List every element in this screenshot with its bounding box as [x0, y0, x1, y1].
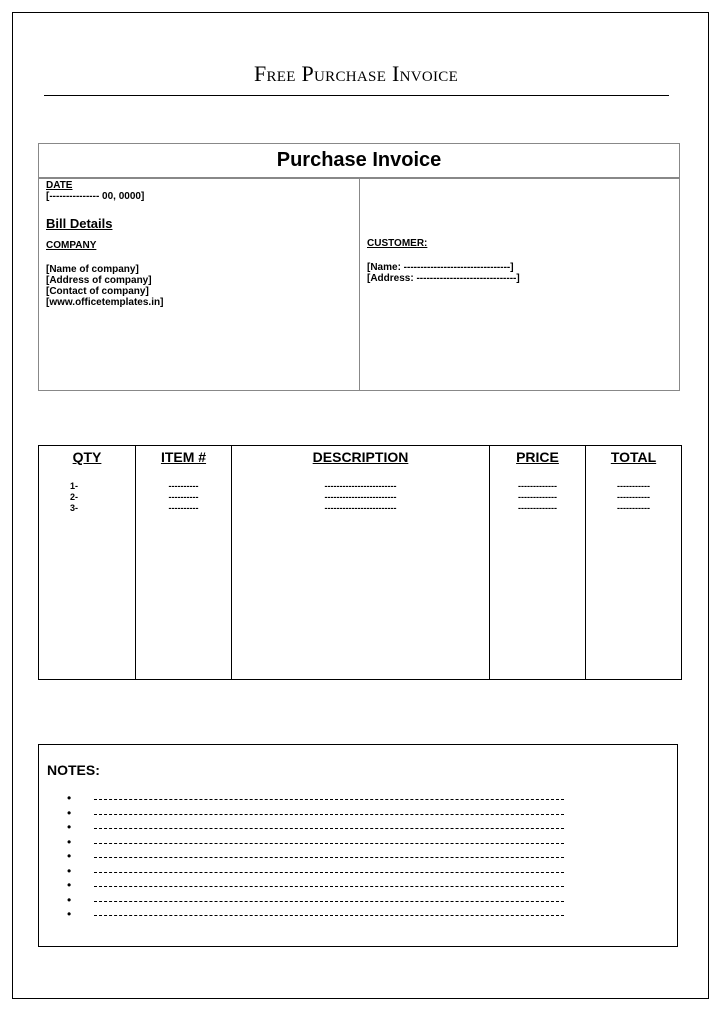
qty-column — [39, 446, 136, 679]
company-address: [Address of company] — [46, 275, 152, 286]
customer-name: [Name: --------------------------------] — [367, 262, 514, 273]
dashed-line — [94, 799, 564, 800]
company-website: [www.officetemplates.in] — [46, 297, 164, 308]
bullet-icon: • — [67, 849, 72, 863]
company-contact: [Contact of company] — [46, 286, 149, 297]
bullet-icon: • — [67, 820, 72, 834]
description-header: DESCRIPTION — [312, 449, 409, 465]
seller-column — [46, 180, 346, 308]
description-column — [232, 446, 490, 679]
description-cell: ------------------------ — [324, 481, 397, 491]
bullet-icon: • — [67, 878, 72, 892]
price-cell: ------------- — [518, 481, 557, 491]
customer-address: [Address: ------------------------------] — [367, 273, 520, 284]
total-column — [586, 446, 681, 679]
price-column — [490, 446, 586, 679]
company-label: COMPANY — [46, 240, 97, 251]
item-column — [136, 446, 232, 679]
company-details — [46, 264, 346, 308]
item-cell: ---------- — [168, 503, 199, 513]
bullet-icon: • — [67, 834, 72, 849]
dashed-line — [94, 901, 564, 902]
price-header: PRICE — [516, 449, 559, 465]
dashed-line — [94, 872, 564, 873]
items-table — [38, 445, 682, 680]
item-header: ITEM # — [160, 449, 207, 465]
bullet-icon: • — [67, 805, 72, 820]
customer-column — [367, 180, 667, 284]
date-label: DATE — [46, 180, 73, 191]
date-value: [--------------- 00, 0000] — [46, 191, 145, 202]
document-title: Free Purchase Invoice — [253, 61, 459, 86]
dashed-line — [94, 857, 564, 858]
bullet-icon: • — [67, 907, 72, 921]
qty-cell: 1- — [70, 481, 79, 491]
price-cell: ------------- — [518, 492, 557, 502]
dashed-line — [94, 886, 564, 887]
description-cell: ------------------------ — [324, 503, 397, 513]
qty-cell: 3- — [70, 503, 79, 513]
qty-header: QTY — [72, 449, 102, 465]
bullet-icon: • — [67, 863, 72, 878]
bullet-icon: • — [67, 791, 72, 805]
item-cell: ---------- — [168, 481, 199, 491]
total-cell: ----------- — [617, 492, 650, 502]
total-cell: ----------- — [617, 503, 650, 513]
notes-box — [38, 744, 678, 947]
bullet-icon: • — [67, 892, 72, 907]
column-divider — [359, 179, 360, 390]
qty-cell: 2- — [70, 492, 79, 502]
item-cell: ---------- — [168, 492, 199, 502]
title-rule — [44, 95, 669, 96]
total-cell: ----------- — [617, 481, 650, 491]
description-cell: ------------------------ — [324, 492, 397, 502]
customer-label: CUSTOMER: — [367, 238, 428, 249]
price-cell: ------------- — [518, 503, 557, 513]
dashed-line — [94, 843, 564, 844]
dashed-line — [94, 814, 564, 815]
notes-title: NOTES: — [47, 762, 100, 778]
total-header: TOTAL — [610, 449, 657, 465]
invoice-heading: Purchase Invoice — [39, 144, 679, 179]
dashed-line — [94, 915, 564, 916]
invoice-header-box — [38, 143, 680, 391]
dashed-line — [94, 828, 564, 829]
bill-details-heading: Bill Details — [46, 216, 113, 231]
company-name: [Name of company] — [46, 264, 139, 275]
